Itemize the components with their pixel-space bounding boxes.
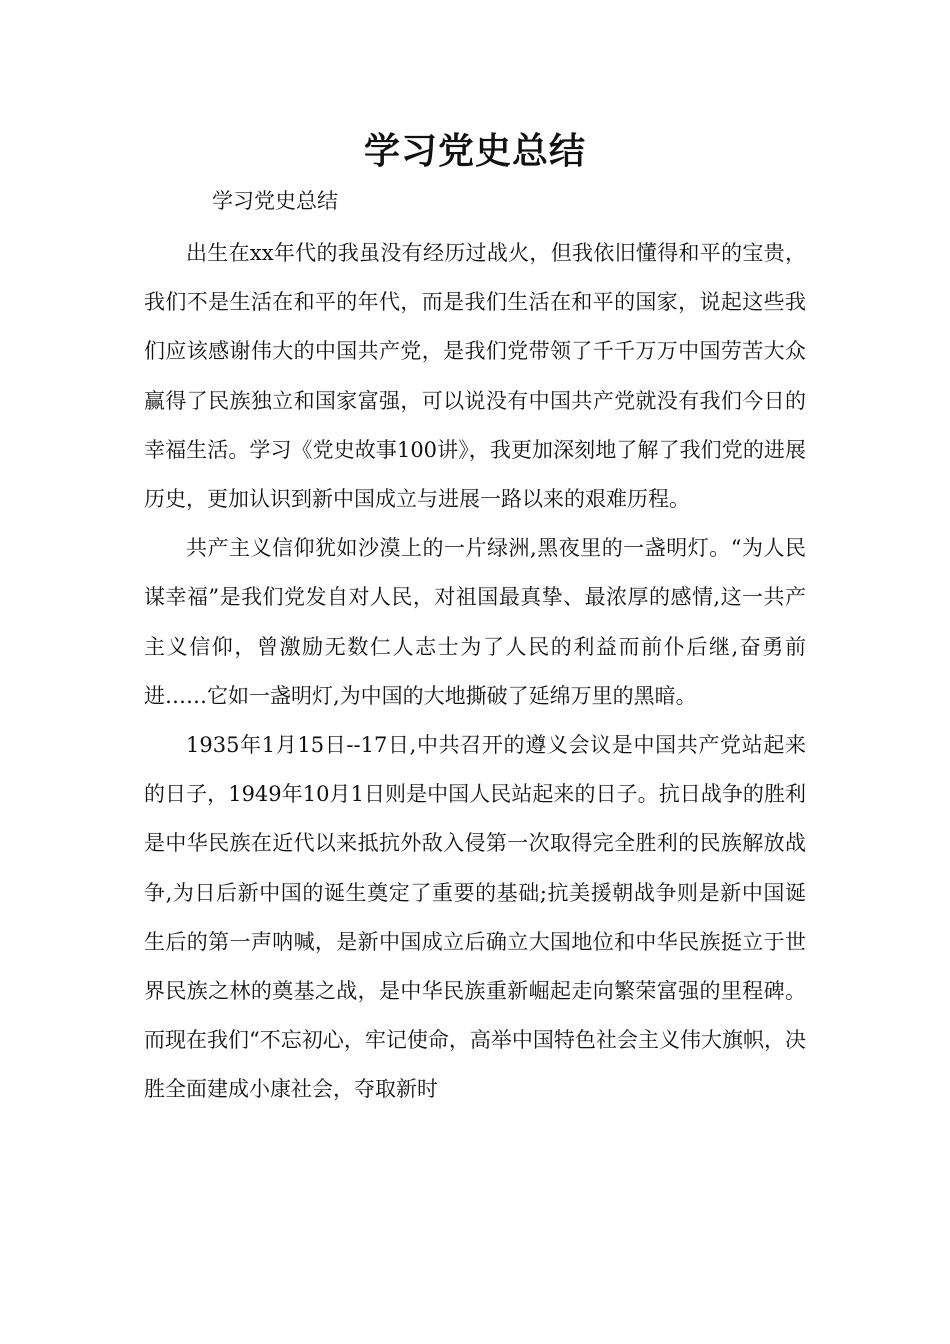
paragraph: 出生在xx年代的我虽没有经历过战火，但我依旧懂得和平的宝贵，我们不是生活在和平的年代，而是我们生活在和平的国家，说起这些我们应该感谢伟大的中国共产党，是我们党带领了千千万万中国劳苦大众赢得了民族独立和国家富强，可以说没有中国共产党就没有我们今日的幸福生活。学习《党史故事100讲》，我更加深刻地了解了我们党的进展历史，更加认识到新中国成立与进展一路以来的艰难历程。 bbox=[144, 241, 806, 512]
paragraph: 共产主义信仰犹如沙漠上的一片绿洲,黑夜里的一盏明灯。“为人民谋幸福”是我们党发自对人民，对祖国最真挚、最浓厚的感情,这一共产主义信仰，曾激励无数仁人志士为了人民的利益而前仆后继,奋勇前进……它如一盏明灯,为中国的大地撕破了延绵万里的黑暗。 bbox=[144, 536, 806, 708]
paragraph: 1935年1月15日--17日,中共召开的遵义会议是中国共产党站起来的日子，1949年10月1日则是中国人民站起来的日子。抗日战争的胜利是中华民族在近代以来抵抗外敌入侵第一次取得完全胜利的民族解放战争,为日后新中国的诞生奠定了重要的基础;抗美援朝战争则是新中国诞生后的第一声呐喊，是新中国成立后确立大国地位和中华民族挺立于世界民族之林的奠基之战，是中华民族重新崛起走向繁荣富强的里程碑。而现在我们“不忘初心，牢记使命，高举中国特色社会主义伟大旗帜，决胜全面建成小康社会，夺取新时 bbox=[144, 733, 806, 1102]
document-body bbox=[144, 229, 806, 1115]
document-title: 学习党史总结 bbox=[363, 131, 586, 172]
document-subtitle: 学习党史总结 bbox=[212, 189, 338, 213]
